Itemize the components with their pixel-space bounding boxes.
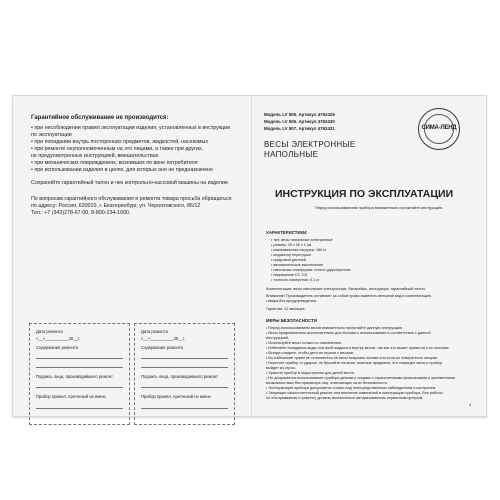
- blank-line: [36, 358, 123, 359]
- warranty-heading: Гарантийное обслуживание не производится:: [31, 115, 169, 121]
- spec-item: • напольная платформа: стекло ударопрочное: [271, 268, 351, 273]
- blank-line: [141, 358, 228, 359]
- spec-item: • индикатор перегрузки: [271, 253, 351, 258]
- product-title-line2: НАПОЛЬНЫЕ: [264, 150, 319, 159]
- blank-line: [141, 387, 228, 388]
- spec-item: • тип: весы напольные электронные: [271, 238, 351, 243]
- signature-label: Подпись лица, производившего ремонт: [36, 374, 113, 379]
- contents-label: Содержание ремонта: [36, 345, 79, 350]
- safety-item: • Перед использованием весов внимательно прочитайте данную инструкцию.: [266, 326, 404, 330]
- safety-item: выйдет из строя.: [266, 366, 296, 370]
- date-value: «__»__________20__г.: [141, 336, 186, 341]
- repair-coupon: [134, 323, 235, 425]
- spec-item: • напряжение DC 3 В: [271, 273, 351, 278]
- instruction-sheet: [12, 95, 487, 417]
- model-line: Модель LV 505. Артикул 4762429: [264, 112, 335, 117]
- safety-item: • Берегите прибор от ударов, не бросайте на весы тяжелые предметы, это повредит весы и прибор: [266, 361, 443, 365]
- contents-label: Содержание ремонта: [141, 345, 184, 350]
- date-value: «__»__________20__г.: [36, 336, 81, 341]
- fold-line: [251, 96, 252, 416]
- safety-item: • Избегайте попадания воды или иной жидкости внутрь весов, так как это может привести к их поломке.: [266, 346, 450, 350]
- specs-list: [271, 238, 351, 283]
- spec-item: • размер: 26 х 26 х 2 см: [271, 243, 351, 248]
- warranty-period: Гарантия: 12 месяцев.: [266, 307, 306, 311]
- service-address: по адресу: Россия, 620010, г. Екатеринбург, ул. Черняховского, 86/12: [31, 203, 201, 209]
- page-number: 4: [469, 402, 472, 407]
- change-note: Внимание! Производитель оставляет за собой право изменять внешний вид и комплектацию: [266, 294, 431, 298]
- safety-item: • Всегда следите, чтобы дети не играли с весами.: [266, 351, 354, 355]
- blank-line: [36, 387, 123, 388]
- date-label: Дата ремонта: [141, 329, 168, 334]
- keep-coupon-note: Сохраняйте гарантийный талон и чек контрольно-кассовой машины на изделие.: [31, 180, 230, 186]
- warranty-item: • при использовании изделия в целях, для которых оно не предназначено: [31, 167, 214, 173]
- manual-note: Перед использованием прибора внимательно прочитайте инструкцию.: [315, 205, 444, 210]
- brand-name: СИМА-ЛЕНД: [421, 125, 457, 131]
- spec-item: • автоматическое выключение: [271, 263, 351, 268]
- safety-item: возможностями без присмотра лиц, отвечающих за их безопасность.: [266, 381, 388, 385]
- accepted-label: Прибор принял, претензий не имею: [36, 394, 106, 399]
- spec-item: • максимальная нагрузка: 180 кг: [271, 248, 351, 253]
- safety-item: • Используйте весы только по назначению.: [266, 341, 342, 345]
- service-address: По вопросам гарантийного обслуживания и ремонта товара просьба обращаться: [31, 196, 232, 202]
- safety-item: • Во избежание травм не становитесь на весы мокрыми ногами или если их поверхность мокрая.: [266, 356, 439, 360]
- product-title-line1: ВЕСЫ ЭЛЕКТРОННЫЕ: [264, 140, 356, 149]
- safety-item: • Весы предназначены исключительно для бытового использования в соответствии с данной: [266, 331, 431, 335]
- brand-logo: [418, 108, 460, 150]
- specs-heading: ХАРАКТЕРИСТИКИ:: [266, 230, 308, 235]
- safety-item: • Эксплуатация прибора допускается только под непосредственным наблюдением и контролем.: [266, 386, 437, 390]
- repair-coupon: [29, 323, 130, 425]
- safety-item: инструкцией.: [266, 336, 290, 340]
- model-line: Модель LV 507. Артикул 4762431: [264, 126, 335, 131]
- service-phone: Тел.: +7 (343)278-67-00, 8-800-234-1000.: [31, 210, 131, 216]
- warranty-item: • при ремонте неуполномоченным на это лицами, а также при других,: [31, 146, 204, 152]
- safety-heading: МЕРЫ БЕЗОПАСНОСТИ: [266, 318, 317, 323]
- kit-text: Комплектация: весы напольные электронные, батарейка, инструкция, гарантийный талон.: [266, 287, 426, 291]
- safety-item: • Хранить прибор в недоступном для детей месте.: [266, 371, 356, 375]
- change-note: товара без предупреждения.: [266, 299, 317, 303]
- safety-item: по обслуживанию и ремонту должны выполняться авторизованным сервисным центром.: [266, 396, 424, 400]
- date-label: Дата ремонта: [36, 329, 63, 334]
- warranty-item: по эксплуатации: [31, 132, 72, 138]
- signature-label: Подпись лица, производившего ремонт: [141, 374, 218, 379]
- accepted-label: Прибор принял, претензий не имею: [141, 394, 211, 399]
- spec-item: • точность измерения: 0,1 кг: [271, 278, 351, 283]
- blank-line: [141, 408, 228, 409]
- blank-line: [141, 367, 228, 368]
- spec-item: • цифровой дисплей: [271, 258, 351, 263]
- model-line: Модель LV 506. Артикул 4762430: [264, 119, 335, 124]
- warranty-item: не предусмотренных инструкцией, вмешательствах: [31, 153, 159, 159]
- warranty-item: • при попадании внутрь посторонних предметов, жидкостей, насекомых: [31, 139, 209, 145]
- blank-line: [36, 367, 123, 368]
- manual-title: ИНСТРУКЦИЯ ПО ЭКСПЛУАТАЦИИ: [275, 188, 454, 200]
- blank-line: [36, 408, 123, 409]
- warranty-item: • при несоблюдении правил эксплуатации изделия, установленных в инструкции: [31, 125, 231, 131]
- safety-item: • Не допускается использование прибора детьми и лицами с ограниченными физическими и умственными: [266, 376, 456, 380]
- safety-item: • Запрещен самостоятельный ремонт или внесение изменений в конструкцию прибора. Все работы: [266, 391, 443, 395]
- warranty-item: • при механических повреждениях, возникших по вине потребителя: [31, 160, 198, 166]
